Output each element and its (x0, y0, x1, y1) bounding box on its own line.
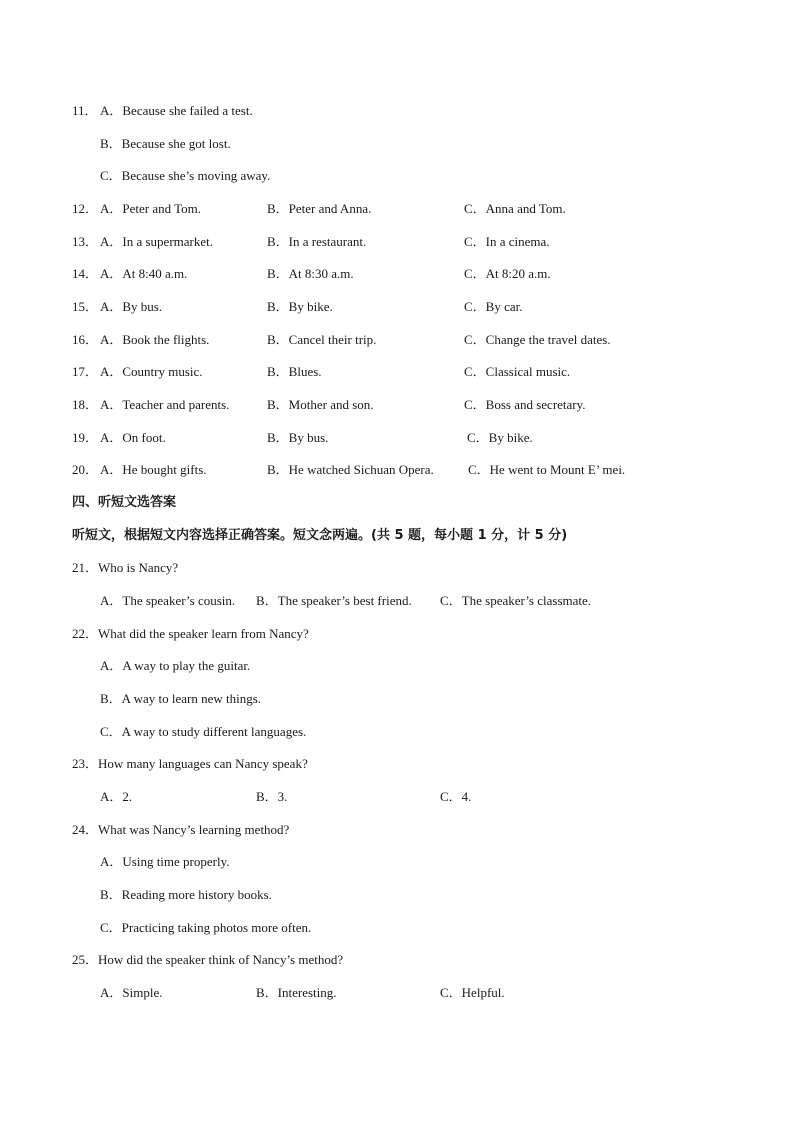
question-number: 19． (72, 430, 99, 445)
option-b: B．By bike. (267, 299, 333, 314)
option-a: A．A way to play the guitar. (100, 658, 251, 673)
option-b: B．3. (256, 789, 288, 804)
option-c: C．Helpful. (440, 985, 505, 1000)
question-24-option-b-line (0, 885, 794, 905)
option-c: C．Boss and secretary. (464, 397, 586, 412)
option-b: B．Mother and son. (267, 397, 374, 412)
question-13 (0, 232, 794, 252)
question-22 (0, 624, 794, 644)
option-c: C．By car. (464, 299, 523, 314)
option-a: A．On foot. (100, 430, 166, 445)
option-a: A．Peter and Tom. (100, 201, 202, 216)
option-c: C．Because she’s moving away. (100, 168, 271, 183)
option-a: A．2. (100, 789, 133, 804)
option-b: B．Interesting. (256, 985, 337, 1000)
option-c: C．Change the travel dates. (464, 332, 611, 347)
option-b: B．The speaker’s best friend. (256, 593, 412, 608)
option-c: C．Anna and Tom. (464, 201, 566, 216)
question-number: 11． (72, 103, 98, 118)
option-c: C．The speaker’s classmate. (440, 593, 592, 608)
question-25 (0, 950, 794, 970)
question-21 (0, 558, 794, 578)
question-11 (0, 101, 794, 121)
question-22-option-c-line (0, 722, 794, 742)
question-24-option-c-line (0, 918, 794, 938)
question-number: 12． (72, 201, 99, 216)
question-number: 14． (72, 266, 99, 281)
question-number: 16． (72, 332, 99, 347)
question-22-option-b-line (0, 689, 794, 709)
option-a: A．Simple. (100, 985, 163, 1000)
question-23 (0, 754, 794, 774)
option-c: C．4. (440, 789, 472, 804)
option-a: A．Because she failed a test. (100, 103, 253, 118)
section-heading (0, 493, 794, 513)
section-instruction (0, 526, 794, 546)
option-a: A．Country music. (100, 364, 203, 379)
question-23-options (0, 787, 794, 807)
question-22-option-a-line (0, 656, 794, 676)
option-a: A．At 8:40 a.m. (100, 266, 188, 281)
option-b: B．Reading more history books. (100, 887, 272, 902)
option-c: C．A way to study different languages. (100, 724, 307, 739)
question-stem: 23．How many languages can Nancy speak? (72, 756, 308, 771)
option-b: B．A way to learn new things. (100, 691, 262, 706)
question-number: 15． (72, 299, 99, 314)
question-17 (0, 362, 794, 382)
option-c: C．In a cinema. (464, 234, 550, 249)
question-stem: 21．Who is Nancy? (72, 560, 179, 575)
option-a: A．Teacher and parents. (100, 397, 230, 412)
option-a: A．By bus. (100, 299, 163, 314)
question-19 (0, 428, 794, 448)
option-b: B．At 8:30 a.m. (267, 266, 354, 281)
option-b: B．Peter and Anna. (267, 201, 372, 216)
option-c: C．He went to Mount E’ mei. (468, 462, 626, 477)
question-number: 20． (72, 462, 99, 477)
option-c: C．By bike. (467, 430, 533, 445)
option-b: B．By bus. (267, 430, 329, 445)
question-number: 18． (72, 397, 99, 412)
question-24-option-a-line (0, 852, 794, 872)
option-b: B．Because she got lost. (100, 136, 231, 151)
question-16 (0, 330, 794, 350)
section-title: 四、听短文选答案 (72, 495, 177, 510)
option-c: C．At 8:20 a.m. (464, 266, 551, 281)
question-number: 13． (72, 234, 99, 249)
option-b: B．Blues. (267, 364, 322, 379)
option-a: A．In a supermarket. (100, 234, 213, 249)
question-14 (0, 264, 794, 284)
option-a: A．He bought gifts. (100, 462, 207, 477)
question-stem: 25．How did the speaker think of Nancy’s method? (72, 952, 344, 967)
question-12 (0, 199, 794, 219)
question-11-option-b-line (0, 134, 794, 154)
question-18 (0, 395, 794, 415)
question-11-option-c-line (0, 166, 794, 186)
question-stem: 22．What did the speaker learn from Nancy? (72, 626, 309, 641)
question-stem: 24．What was Nancy’s learning method? (72, 822, 290, 837)
option-c: C．Classical music. (464, 364, 571, 379)
question-24 (0, 820, 794, 840)
question-25-options (0, 983, 794, 1003)
option-b: B．He watched Sichuan Opera. (267, 462, 434, 477)
option-b: B．Cancel their trip. (267, 332, 377, 347)
instruction-text: 听短文，根据短文内容选择正确答案。短文念两遍。(共 5 题，每小题 1 分，计 5 分) (72, 528, 568, 543)
option-b: B．In a restaurant. (267, 234, 367, 249)
option-a: A．Book the flights. (100, 332, 210, 347)
question-15 (0, 297, 794, 317)
option-c: C．Practicing taking photos more often. (100, 920, 312, 935)
option-a: A．Using time properly. (100, 854, 230, 869)
question-20 (0, 460, 794, 480)
question-number: 17． (72, 364, 99, 379)
option-a: A．The speaker’s cousin. (100, 593, 236, 608)
question-21-options (0, 591, 794, 611)
